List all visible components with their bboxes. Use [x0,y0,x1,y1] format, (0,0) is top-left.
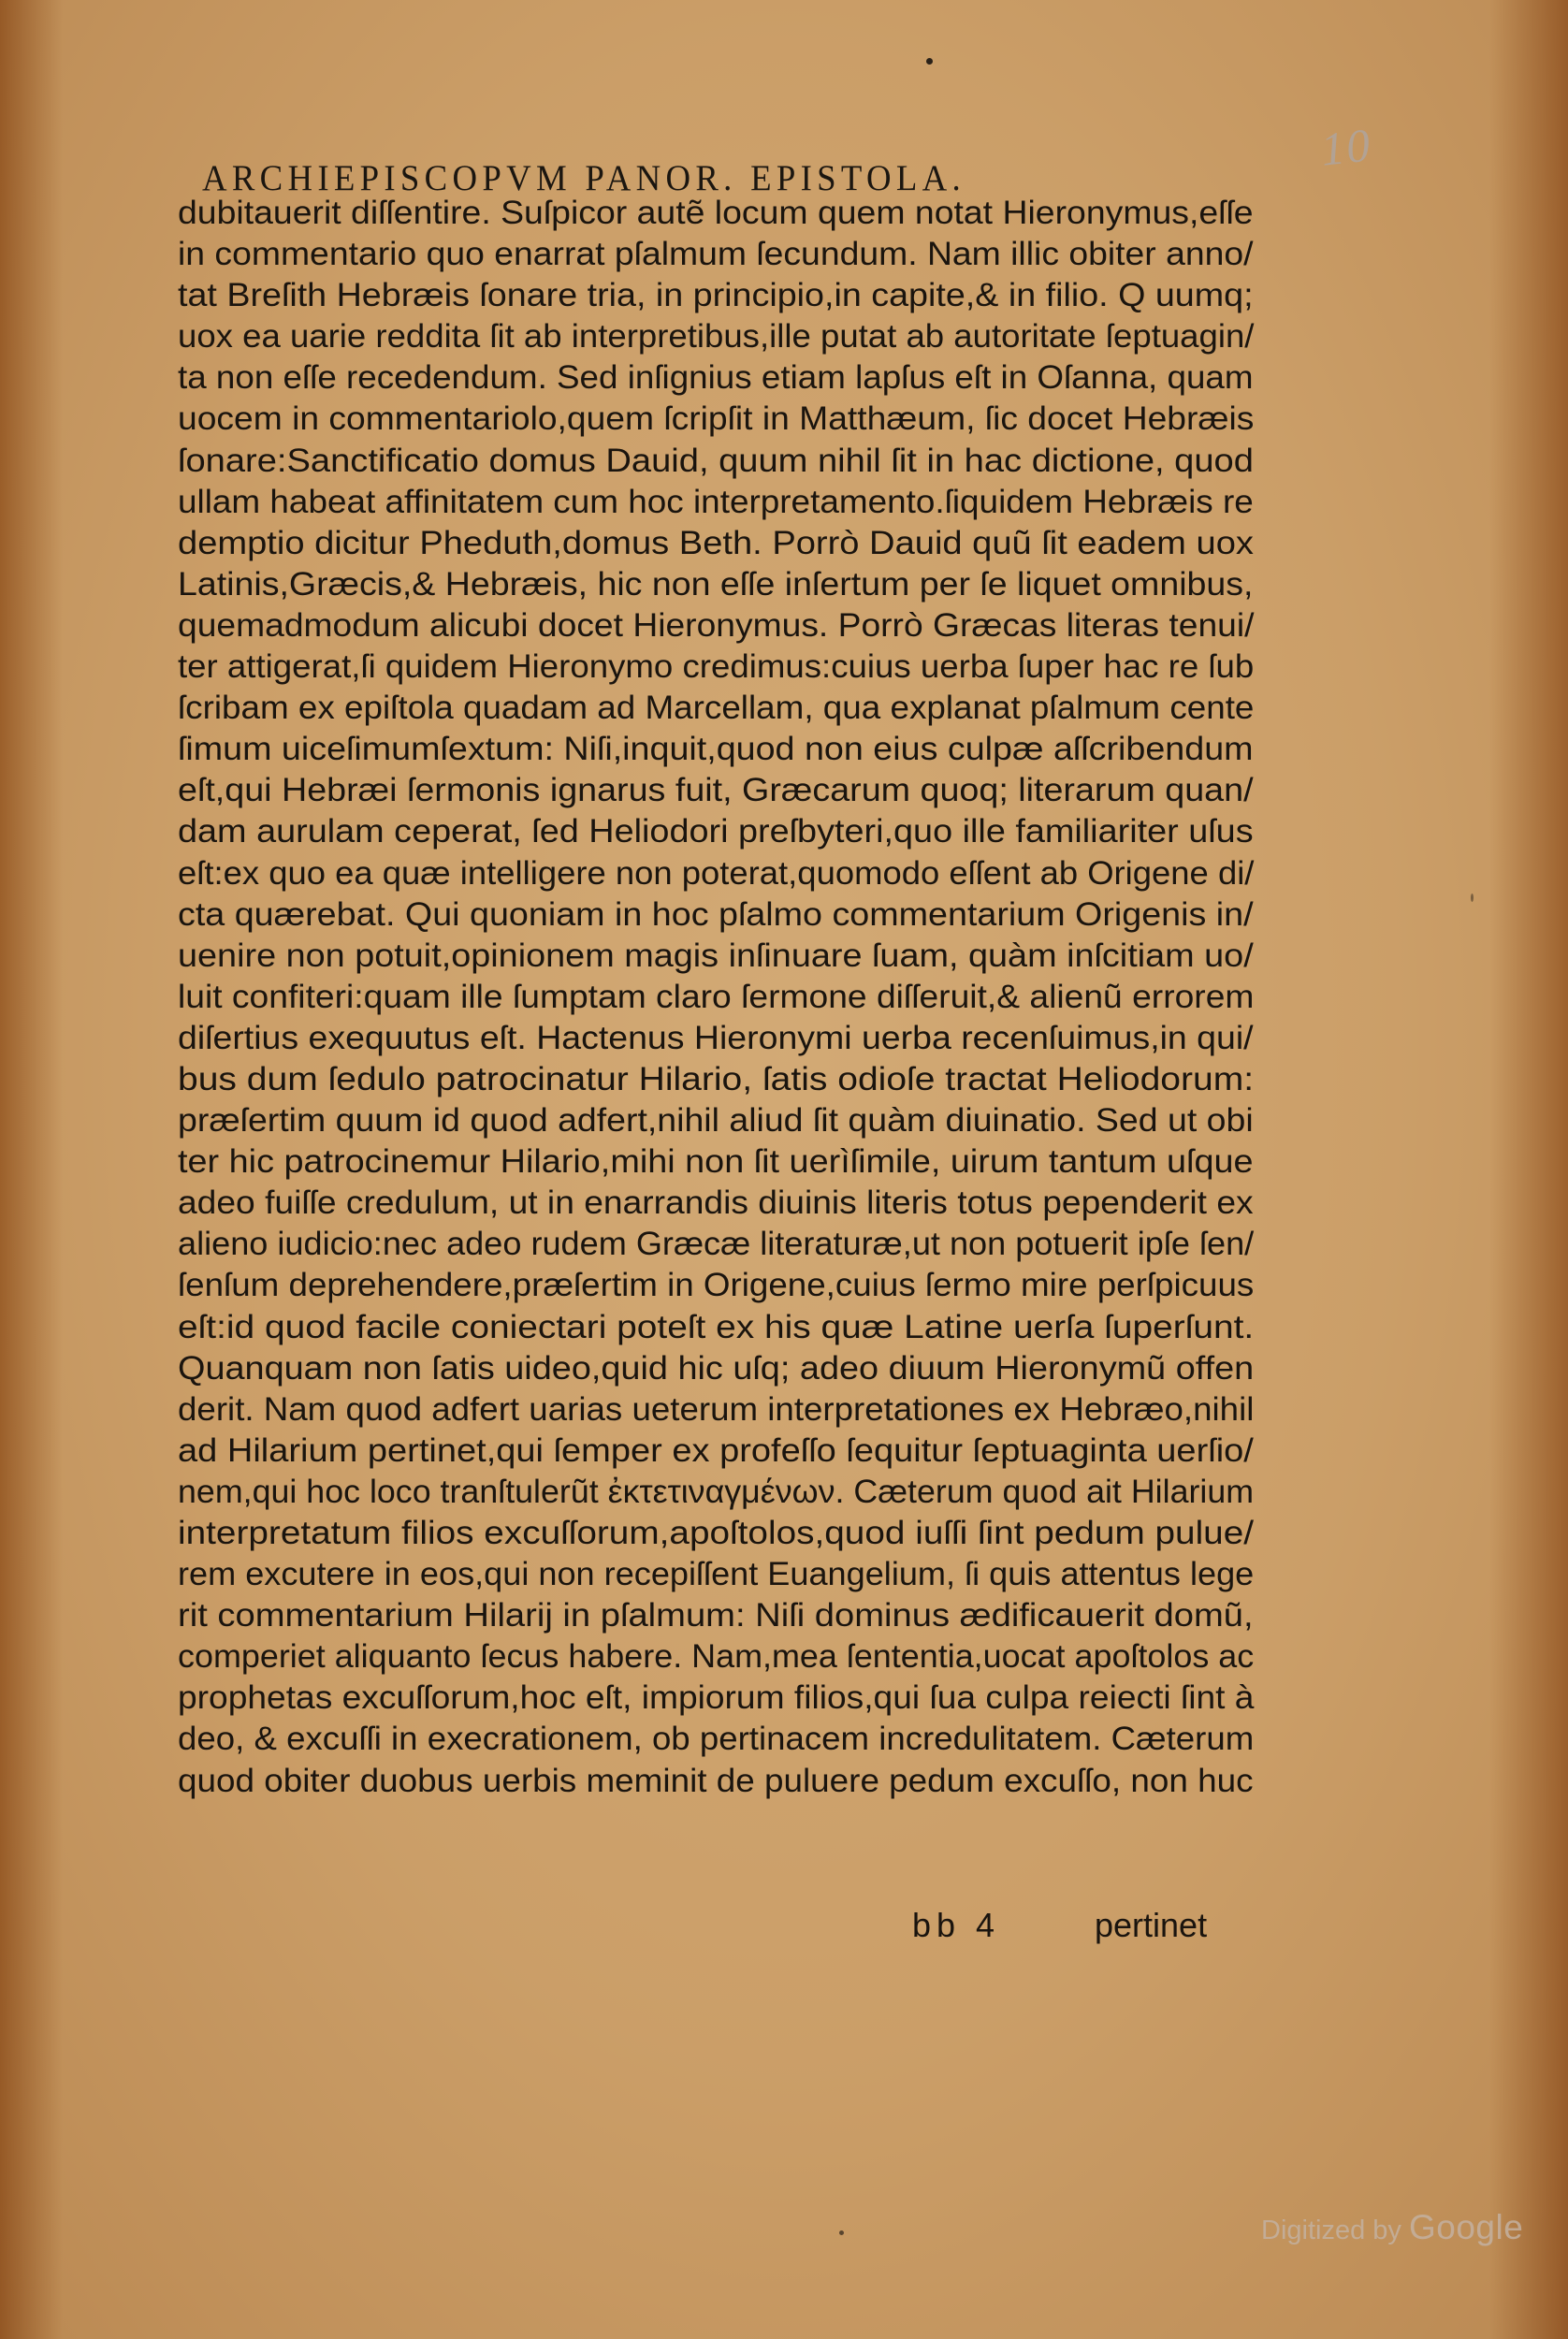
watermark-brand: Google [1408,2208,1524,2246]
text-line: dubitauerit diſſentire. Suſpicor autẽ locum quem notat Hieronymus,eſſe [178,194,1254,231]
text-line: cta quærebat. Qui quoniam in hoc pſalmo commentarium Origenis in/ [178,894,1254,933]
text-line: tat Breſith Hebræis ſonare tria, in principio,in capite,& in filio. Q uumq; [178,276,1254,314]
handwritten-page-number: 10 [1318,118,1374,176]
text-line: ſcribam ex epiſtola quadam ad Marcellam, qua explanat pſalmum cente [178,689,1255,727]
text-line: ad Hilarium pertinet,qui ſemper ex profeſſo ſequitur ſeptuaginta uerſio/ [178,1431,1254,1469]
text-line: comperiet aliquanto ſecus habere. Nam,mea ſententia,uocat apoſtolos ac [178,1637,1255,1676]
text-line: eſt,qui Hebræi ſermonis ignarus fuit, Græcarum quoq; literarum quan/ [178,771,1254,809]
text-line: in commentario quo enarrat pſalmum ſecundum. Nam illic obiter anno/ [178,235,1254,273]
text-line: alieno iudicio:nec adeo rudem Græcæ literaturæ,ut non potuerit ipſe ſen/ [178,1225,1255,1263]
text-line: ter hic patrocinemur Hilario,mihi non ſit uerìſimile, uirum tantum uſque [178,1142,1254,1181]
text-line: rem excutere in eos,qui non recepiſſent Euangelium, ſi quis attentus lege [178,1555,1255,1593]
text-line: interpretatum filios excuſſorum,apoſtolos,quod iuſſi ſint pedum pulue/ [178,1514,1255,1551]
text-line: ſonare:Sanctificatio domus Dauid, quum nihil ſit in hac dictione, quod [178,441,1254,479]
text-line: luit confiteri:quam ille ſumptam claro ſermone diſſeruit,& alienũ errorem [178,977,1255,1015]
text-line: nem,qui hoc loco tranſtulerũt ἐκτετιναγμένων. Cæterum quod ait Hilarium [178,1472,1255,1510]
text-line: uenire non potuit,opinionem magis inſinuare ſuam, quàm inſcitiam uo/ [178,936,1254,974]
digitized-watermark [1261,2208,1523,2247]
watermark-prefix: Digitized by [1261,2216,1409,2245]
text-line: deo, & excuſſi in execrationem, ob pertinacem incredulitatem. Cæterum [178,1720,1255,1758]
ink-speck [926,58,933,65]
catchword: pertinet [1095,1906,1208,1944]
text-line: quemadmodum alicubi docet Hieronymus. Porrò Græcas literas tenui/ [178,605,1255,644]
body-text [178,192,1254,1801]
text-line: diſertius exequutus eſt. Hactenus Hieronymi uerba recenſuimus,in qui/ [178,1018,1254,1056]
text-line: ullam habeat affinitatem cum hoc interpretamento.ſiquidem Hebræis re [178,482,1254,520]
text-line: quod obiter duobus uerbis meminit de puluere pedum excuſſo, non huc [178,1761,1254,1799]
signature-mark: bb 4 [912,1906,1001,1944]
text-line: demptio dicitur Pheduth,domus Beth. Porrò Dauid quũ ſit eadem uox [178,523,1254,561]
text-line: prophetas excuſſorum,hoc eſt, impiorum filios,qui ſua culpa reiecti ſint à [178,1678,1255,1717]
text-line: ter attigerat,ſi quidem Hieronymo credimus:cuius uerba ſuper hac re ſub [178,647,1255,686]
page-footer [0,1906,1568,1953]
text-line: bus dum ſedulo patrocinatur Hilario, ſatis odioſe tractat Heliodorum: [178,1059,1255,1097]
text-line: præſertim quum id quod adfert,nihil aliud ſit quàm diuinatio. Sed ut obi [178,1101,1254,1140]
text-line: adeo fuiſſe credulum, ut in enarrandis diuinis literis totus pependerit ex [178,1184,1254,1222]
running-head: ARCHIEPISCOPVM PANOR. EPISTOLA. [202,158,965,198]
text-line: eſt:id quod facile coniectari poteſt ex his quæ Latine uerſa ſuperſunt. [178,1307,1255,1345]
ink-speck [839,2230,844,2235]
text-line: ſimum uiceſimumſextum: Niſi,inquit,quod non eius culpæ aſſcribendum [178,730,1254,768]
text-line: uocem in commentariolo,quem ſcripſit in Matthæum, ſic docet Hebræis [178,400,1255,438]
text-line: uox ea uarie reddita ſit ab interpretibus,ille putat ab autoritate ſeptuagin/ [178,317,1255,356]
text-line: Quanquam non ſatis uideo,quid hic uſq; adeo diuum Hieronymũ offen [178,1348,1255,1387]
text-line: eſt:ex quo ea quæ intelligere non poterat,quomodo eſſent ab Origene di/ [178,853,1255,892]
text-line: derit. Nam quod adfert uarias ueterum interpretationes ex Hebræo,nihil [178,1389,1255,1428]
text-line: ta non eſſe recedendum. Sed inſignius etiam lapſus eſt in Oſanna, quam [178,358,1254,397]
text-line: rit commentarium Hilarij in pſalmum: Niſi dominus ædificauerit domũ, [178,1596,1254,1634]
text-line: ſenſum deprehendere,præſertim in Origene,cuius ſermo mire perſpicuus [178,1266,1255,1304]
ink-speck [1471,893,1474,902]
text-line: Latinis,Græcis,& Hebræis, hic non eſſe inſertum per ſe liquet omnibus, [178,564,1254,603]
text-line: dam aurulam ceperat, ſed Heliodori preſbyteri,quo ille familiariter uſus [178,812,1254,850]
